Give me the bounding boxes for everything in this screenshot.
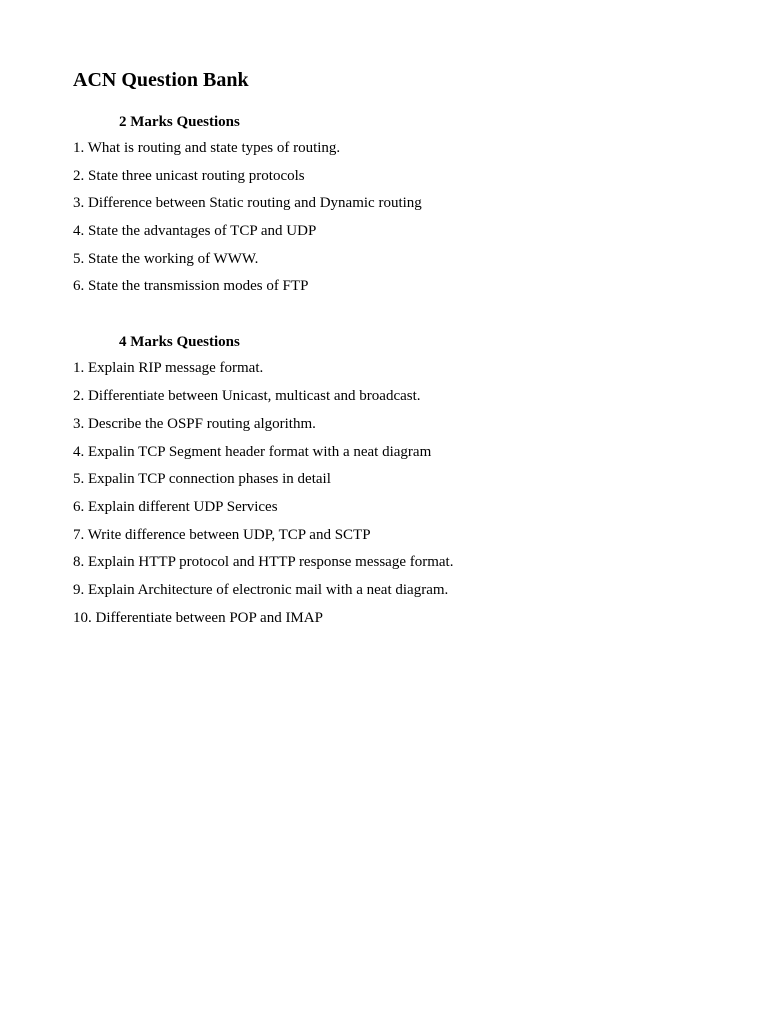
two-marks-section: [73, 112, 713, 296]
four-marks-question-list: [73, 358, 713, 627]
section-heading-two-marks: 2 Marks Questions: [119, 114, 240, 130]
two-marks-question-list: [73, 138, 713, 296]
question-item: 10. Differentiate between POP and IMAP: [73, 609, 323, 626]
question-item: 4. Expalin TCP Segment header format with a neat diagram: [73, 443, 432, 460]
question-item: 7. Write difference between UDP, TCP and SCTP: [73, 526, 371, 543]
four-marks-section: [73, 332, 713, 627]
question-item: 6. State the transmission modes of FTP: [73, 278, 309, 295]
question-item: 1. What is routing and state types of routing.: [73, 140, 341, 156]
question-item: 2. State three unicast routing protocols: [73, 167, 305, 184]
document-title: ACN Question Bank: [73, 69, 249, 91]
question-item: 2. Differentiate between Unicast, multicast and broadcast.: [73, 388, 421, 405]
document-page: [73, 66, 713, 635]
question-item: 6. Explain different UDP Services: [73, 498, 278, 515]
question-item: 1. Explain RIP message format.: [73, 360, 264, 377]
question-item: 8. Explain HTTP protocol and HTTP response message format.: [73, 554, 454, 571]
section-heading-four-marks: 4 Marks Questions: [119, 334, 240, 351]
question-item: 5. State the working of WWW.: [73, 250, 259, 267]
question-item: 9. Explain Architecture of electronic mail with a neat diagram.: [73, 581, 449, 598]
question-item: 5. Expalin TCP connection phases in detail: [73, 471, 331, 488]
question-item: 3. Difference between Static routing and Dynamic routing: [73, 195, 422, 212]
question-item: 3. Describe the OSPF routing algorithm.: [73, 415, 316, 432]
question-item: 4. State the advantages of TCP and UDP: [73, 223, 317, 240]
